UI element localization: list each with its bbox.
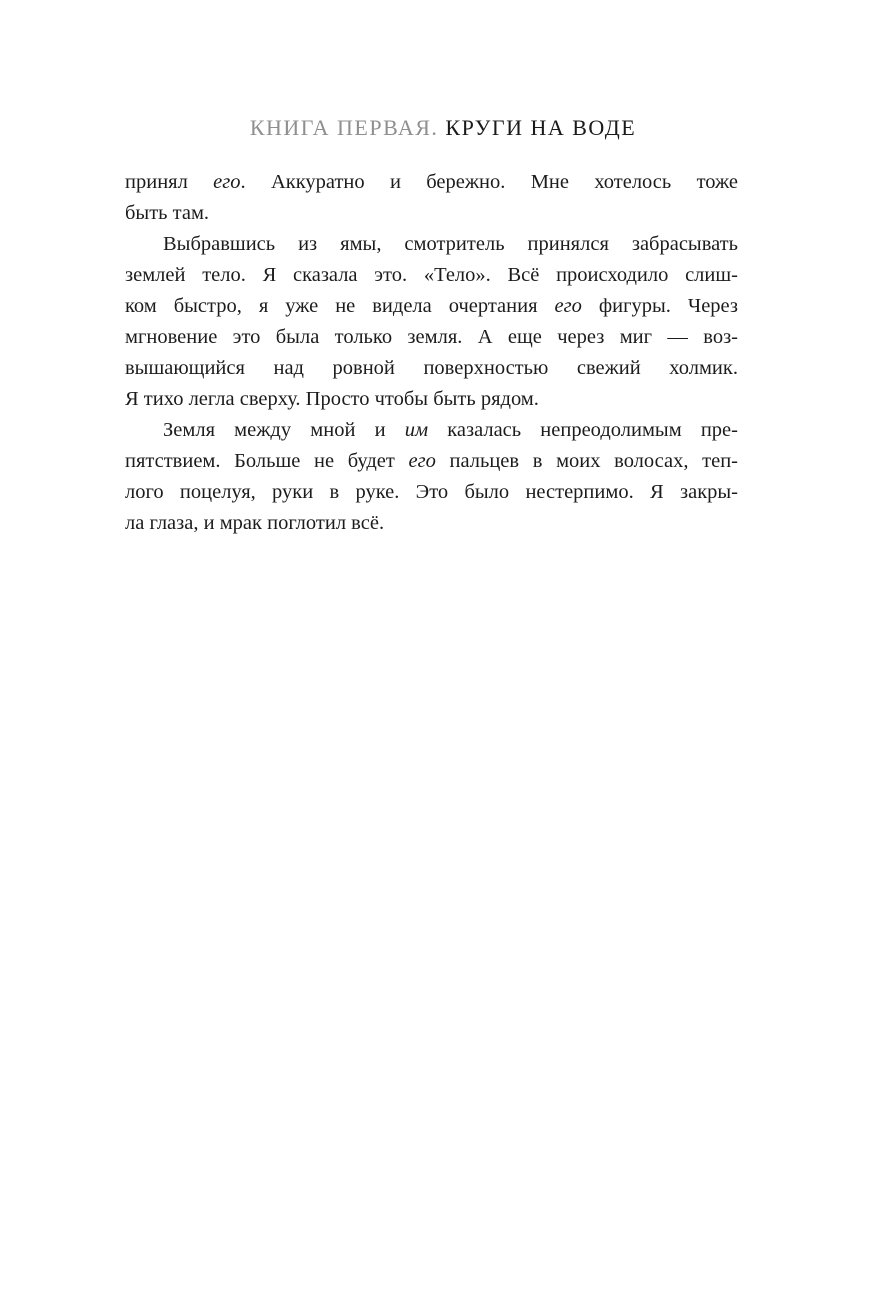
text-line: пятствием. Больше не будет его пальцев в моих волосах, теп-: [125, 450, 738, 472]
text-line: принял его. Аккуратно и бережно. Мне хотелось тоже: [125, 171, 739, 193]
text-line: Я тихо легла сверху. Просто чтобы быть рядом.: [125, 388, 539, 410]
italic-word: его: [408, 450, 436, 472]
text-line: мгновение это была только земля. А еще через миг — воз-: [125, 326, 738, 348]
paragraph-first-line: Земля между мной и им казалась непреодолимым пре-: [163, 419, 738, 441]
text-line: ком быстро, я уже не видела очертания его фигуры. Через: [125, 295, 738, 317]
body-text: [125, 167, 738, 539]
text-line: ла глаза, и мрак поглотил всё.: [125, 512, 385, 534]
paragraph-first-line: Выбравшись из ямы, смотритель принялся забрасывать: [163, 233, 738, 255]
italic-word: его: [554, 295, 582, 317]
text-line: землей тело. Я сказала это. «Тело». Всё происходило слиш-: [125, 264, 738, 286]
book-part-label: КНИГА ПЕРВАЯ.: [249, 115, 439, 140]
text-line: лого поцелуя, руки в руке. Это было нестерпимо. Я закры-: [125, 481, 738, 503]
italic-word: им: [404, 419, 429, 441]
text-line: быть там.: [125, 202, 210, 224]
italic-word: его: [213, 171, 241, 193]
running-header: [0, 113, 886, 143]
chapter-title: КРУГИ НА ВОДЕ: [445, 115, 637, 140]
text-line: вышающийся над ровной поверхностью свежий холмик.: [125, 357, 738, 379]
